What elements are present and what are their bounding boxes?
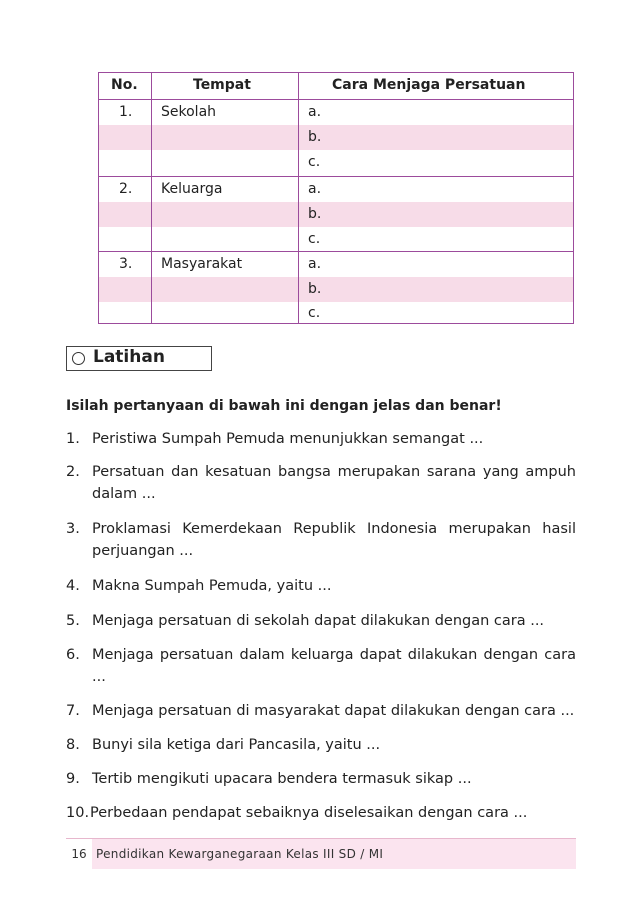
question-number: 2. (66, 464, 80, 480)
question-number: 4. (66, 578, 80, 594)
row-place: Masyarakat (161, 256, 243, 272)
question-text: Menjaga persatuan di masyarakat dapat dilakukan dengan cara ... (92, 703, 575, 719)
table-row (99, 177, 573, 202)
question-item (66, 700, 576, 722)
table-row (99, 227, 573, 252)
header-no: No. (111, 77, 138, 93)
row-item: b. (308, 281, 322, 297)
table (98, 72, 574, 324)
question-number: 5. (66, 613, 80, 629)
question-text: Menjaga persatuan dalam keluarga dapat dilakukan dengan cara ... (92, 647, 576, 685)
header-tempat: Tempat (193, 77, 251, 93)
question-item (66, 518, 576, 562)
question-text: Perbedaan pendapat sebaiknya diselesaikan dengan cara ... (90, 805, 528, 821)
table-row (99, 301, 573, 326)
question-item (66, 768, 576, 790)
question-number: 3. (66, 521, 80, 537)
row-no: 3. (119, 256, 133, 272)
row-item: c. (308, 231, 321, 247)
question-item (66, 575, 576, 597)
question-number: 10. (66, 805, 90, 821)
table-row (99, 277, 573, 302)
instruction-text: Isilah pertanyaan di bawah ini dengan jelas dan benar! (66, 398, 502, 414)
circle-bullet-icon (72, 352, 85, 365)
question-item (66, 734, 576, 756)
column-divider (151, 73, 152, 323)
footer-text: Pendidikan Kewarganegaraan Kelas III SD / MI (96, 847, 384, 861)
page-number: 16 (66, 839, 92, 869)
row-place: Keluarga (161, 181, 223, 197)
table-row (99, 202, 573, 227)
table-row (99, 100, 573, 125)
table-row (99, 252, 573, 277)
row-item: c. (308, 305, 321, 321)
row-place: Sekolah (161, 104, 217, 120)
row-item: c. (308, 154, 321, 170)
row-item: a. (308, 104, 322, 120)
question-text: Menjaga persatuan di sekolah dapat dilakukan dengan cara ... (92, 613, 545, 629)
row-no: 2. (119, 181, 133, 197)
latihan-heading (66, 346, 212, 371)
header-cara: Cara Menjaga Persatuan (332, 77, 526, 93)
question-text: Persatuan dan kesatuan bangsa merupakan sarana yang ampuh dalam ... (92, 464, 576, 502)
page-footer (66, 838, 576, 869)
question-item (66, 428, 576, 450)
question-item (66, 644, 576, 688)
question-text: Makna Sumpah Pemuda, yaitu ... (92, 578, 332, 594)
table-row (99, 125, 573, 150)
question-item (66, 610, 576, 632)
question-number: 6. (66, 647, 80, 663)
row-no: 1. (119, 104, 133, 120)
question-text: Bunyi sila ketiga dari Pancasila, yaitu ... (92, 737, 381, 753)
row-item: b. (308, 129, 322, 145)
row-item: b. (308, 206, 322, 222)
question-number: 9. (66, 771, 80, 787)
column-divider (298, 73, 299, 323)
question-text: Proklamasi Kemerdekaan Republik Indonesia merupakan hasil perjuangan ... (92, 521, 576, 559)
row-item: a. (308, 256, 322, 272)
question-number: 8. (66, 737, 80, 753)
table-row (99, 150, 573, 175)
row-item: a. (308, 181, 322, 197)
latihan-title: Latihan (93, 347, 165, 367)
question-number: 7. (66, 703, 80, 719)
table-header (99, 73, 573, 100)
question-number: 1. (66, 431, 80, 447)
question-item (66, 802, 576, 824)
question-text: Peristiwa Sumpah Pemuda menunjukkan semangat ... (92, 431, 484, 447)
question-item (66, 461, 576, 505)
question-text: Tertib mengikuti upacara bendera termasuk sikap ... (92, 771, 472, 787)
